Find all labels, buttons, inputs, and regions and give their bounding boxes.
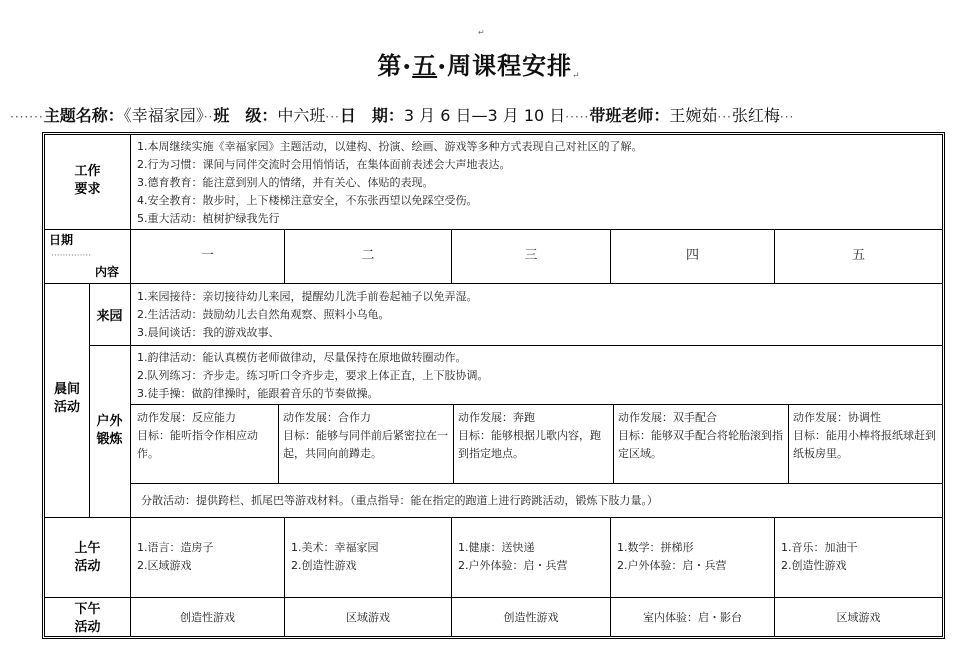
list-item: 3.晨间谈话：我的游戏故事、: [137, 326, 280, 339]
work-items: [137, 138, 937, 228]
outdoor-items: [137, 349, 937, 403]
scattered-activity: 分散活动：提供跨栏、抓尾巴等游戏材料。（重点指导：能在指定的跑道上进行跨跳活动，锻炼下肢力量。）: [141, 494, 658, 507]
work-label: 工作 要求: [74, 164, 101, 197]
am-day-3: 1.健康：送快递 2.户外体验：启・兵营: [458, 541, 568, 572]
list-item: 1.本周继续实施《幸福家园》主题活动，以建构、扮演、绘画、游戏等多种方式表现自己对社区的了解。: [137, 140, 643, 153]
pm-day-2: 区域游戏: [346, 611, 390, 624]
teacher-value: 王婉茹: [669, 106, 718, 125]
outdoor-day-4: 动作发展：双手配合 目标：能够双手配合将轮胎滚到指定区域。: [618, 411, 783, 460]
am-day-5: 1.音乐：加油干 2.创造性游戏: [781, 541, 858, 572]
pm-day-1: 创造性游戏: [180, 611, 235, 624]
morning-label: 晨间 活动: [53, 382, 80, 415]
pm-day-3: 创造性游戏: [503, 611, 559, 624]
theme-value: 《幸福家园》: [123, 106, 204, 125]
arrival-label: 来园: [96, 309, 123, 324]
class-value: 中六班: [277, 106, 326, 125]
arrival-items: [137, 288, 937, 342]
pm-label: 下午 活动: [74, 602, 101, 635]
day-header-2: 二: [361, 248, 375, 263]
paragraph-mark: ↵: [478, 28, 485, 37]
am-day-1: 1.语言：造房子 2.区域游戏: [137, 541, 214, 572]
outdoor-day-2: 动作发展：合作力 目标：能够与同伴前后紧密拉在一起，共同向前蹲走。: [283, 411, 448, 460]
list-item: 1.韵律活动：能认真模仿老师做律动，尽量保持在原地做转圈动作。: [137, 351, 467, 364]
am-label: 上午 活动: [74, 541, 101, 574]
outdoor-day-5: 动作发展：协调性 目标：能用小棒将报纸球赶到纸板房里。: [793, 411, 936, 460]
outdoor-label: 户外 锻炼: [96, 414, 123, 447]
list-item: 2.生活活动：鼓励幼儿去自然角观察、照料小乌龟。: [137, 308, 390, 321]
am-day-4: 1.数学：拼梯形 2.户外体验：启・兵营: [617, 541, 727, 572]
list-item: 1.来园接待：亲切接待幼儿来园，提醒幼儿洗手前卷起袖子以免弄湿。: [137, 290, 478, 303]
teacher2-value: 张红梅: [731, 106, 780, 125]
pm-day-4: 室内体验：启・影台: [643, 611, 742, 624]
schedule-table: [42, 132, 945, 639]
pm-day-5: 区域游戏: [836, 611, 881, 624]
list-item: 2.行为习惯：课间与同伴交流时会用悄悄话，在集体面前表述会大声地表达。: [137, 158, 511, 171]
outdoor-day-1: 动作发展：反应能力 目标：能听指令作相应动作。: [137, 411, 258, 460]
info-line: ·······主题名称：《幸福家园》··班 级：中六班···日 期：3 月 6 日—3 月 10 日·····带班老师：王婉茹···张红梅···: [10, 106, 795, 125]
content-label: 内容: [95, 265, 120, 279]
day-header-1: 一: [200, 248, 214, 263]
page-title: 第•五•周课程安排↵: [377, 51, 581, 81]
day-header-5: 五: [851, 248, 865, 263]
outdoor-day-3: 动作发展：奔跑 目标：能够根据儿歌内容，跑到指定地点。: [458, 411, 601, 460]
list-item: 3.徒手操：做韵律操时，能跟着音乐的节奏做操。: [137, 387, 379, 400]
am-day-2: 1.美术：幸福家园 2.创造性游戏: [291, 541, 379, 572]
list-item: 4.安全教育：散步时，上下楼梯注意安全，不东张西望以免踩空受伤。: [137, 194, 478, 207]
day-header-4: 四: [685, 248, 699, 263]
list-item: 5.重大活动：植树护绿我先行: [137, 212, 280, 225]
list-item: 2.队列练习：齐步走。练习听口令齐步走，要求上体正直，上下肢协调。: [137, 369, 489, 382]
day-header-3: 三: [524, 248, 538, 263]
date-value: 3 月 6 日—3 月 10 日: [403, 106, 566, 125]
dotted-divider: ··············: [51, 251, 92, 261]
list-item: 3.德育教育：能注意到别人的情绪，并有关心、体贴的表现。: [137, 176, 434, 189]
date-label: 日期: [49, 233, 74, 247]
